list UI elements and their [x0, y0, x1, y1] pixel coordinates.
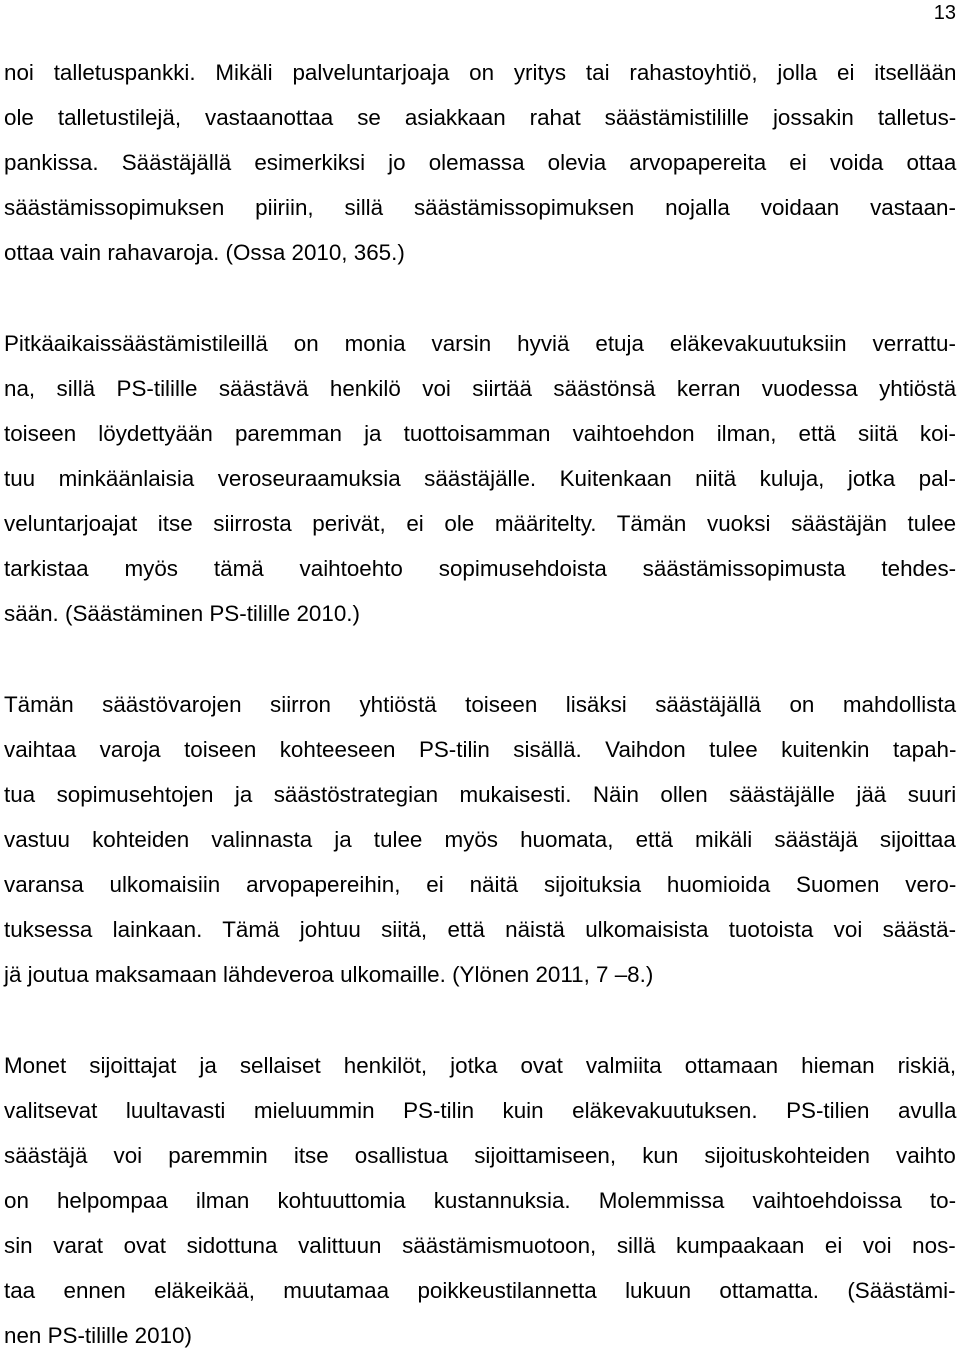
text-line: vaihtaa varoja toiseen kohteeseen PS-tilin sisällä. Vaihdon tulee kuitenkin tapah-	[4, 737, 957, 762]
text-line: nen PS-tilille 2010)	[4, 1323, 192, 1348]
paragraph-investor-preference	[4, 1043, 956, 1358]
text-line: tuu minkäänlaisia veroseuraamuksia säästäjälle. Kuitenkaan niitä kuluja, jotka pal-	[4, 466, 956, 491]
text-line: taa ennen eläkeikää, muutamaa poikkeustilannetta lukuun ottamatta. (Säästämi-	[4, 1278, 956, 1303]
text-line: vastuu kohteiden valinnasta ja tulee myös huomata, että mikäli säästäjä sijoittaa	[4, 827, 956, 852]
text-line: tuksessa lainkaan. Tämä johtuu siitä, että näistä ulkomaisista tuotoista voi säästä-	[4, 917, 957, 942]
text-line: tarkistaa myös tämä vaihtoehto sopimusehdoista säästämissopimusta tehdes-	[4, 556, 957, 581]
text-line: pankissa. Säästäjällä esimerkiksi jo olemassa olevia arvopapereita ei voida ottaa	[4, 150, 957, 175]
text-line: varansa ulkomaisiin arvopapereihin, ei näitä sijoituksia huomioida Suomen vero-	[4, 872, 957, 897]
paragraph-fund-switching	[4, 682, 956, 997]
text-line: Pitkäaikaissäästämistileillä on monia varsin hyviä etuja eläkevakuutuksiin verrattu-	[4, 331, 956, 356]
text-line: sin varat ovat sidottuna valittuun säästämismuotoon, sillä kumpaakaan ei voi nos-	[4, 1233, 956, 1258]
text-line: toiseen löydettyään paremman ja tuottoisamman vaihtoehdon ilman, että siitä koi-	[4, 421, 956, 446]
text-line: ottaa vain rahavaroja. (Ossa 2010, 365.)	[4, 240, 405, 265]
text-line: Tämän säästövarojen siirron yhtiöstä toiseen lisäksi säästäjällä on mahdollista	[4, 692, 957, 717]
text-line: ole talletustilejä, vastaanottaa se asiakkaan rahat säästämistilille jossakin talletus-	[4, 105, 957, 130]
text-line: jä joutua maksamaan lähdeveroa ulkomaille. (Ylönen 2011, 7 –8.)	[4, 962, 654, 987]
text-line: Monet sijoittajat ja sellaiset henkilöt, jotka ovat valmiita ottamaan hieman riskiä,	[4, 1053, 957, 1078]
text-line: na, sillä PS-tilille säästävä henkilö voi siirtää säästönsä kerran vuodessa yhtiöstä	[4, 376, 957, 401]
page-number: 13	[933, 2, 956, 24]
text-line: säästämissopimuksen piiriin, sillä säästämissopimuksen nojalla voidaan vastaan-	[4, 195, 956, 220]
paragraph-ps-account-deposit	[4, 50, 956, 275]
text-line: säästäjä voi paremmin itse osallistua sijoittamiseen, kun sijoituskohteiden vaihto	[4, 1143, 956, 1168]
text-line: noi talletuspankki. Mikäli palveluntarjoaja on yritys tai rahastoyhtiö, jolla ei itsellään	[4, 60, 957, 85]
paragraph-ps-account-benefits	[4, 321, 956, 636]
text-line: valitsevat luultavasti mieluummin PS-tilin kuin eläkevakuutuksen. PS-tilien avulla	[4, 1098, 957, 1123]
text-line: tua sopimusehtojen ja säästöstrategian mukaisesti. Näin ollen säästäjälle jää suuri	[4, 782, 957, 807]
text-line: veluntarjoajat itse siirrosta perivät, ei ole määritelty. Tämän vuoksi säästäjän tulee	[4, 511, 957, 536]
text-line: on helpompaa ilman kohtuuttomia kustannuksia. Molemmissa vaihtoehdoissa to-	[4, 1188, 957, 1213]
text-line: sään. (Säästäminen PS-tilille 2010.)	[4, 601, 360, 626]
